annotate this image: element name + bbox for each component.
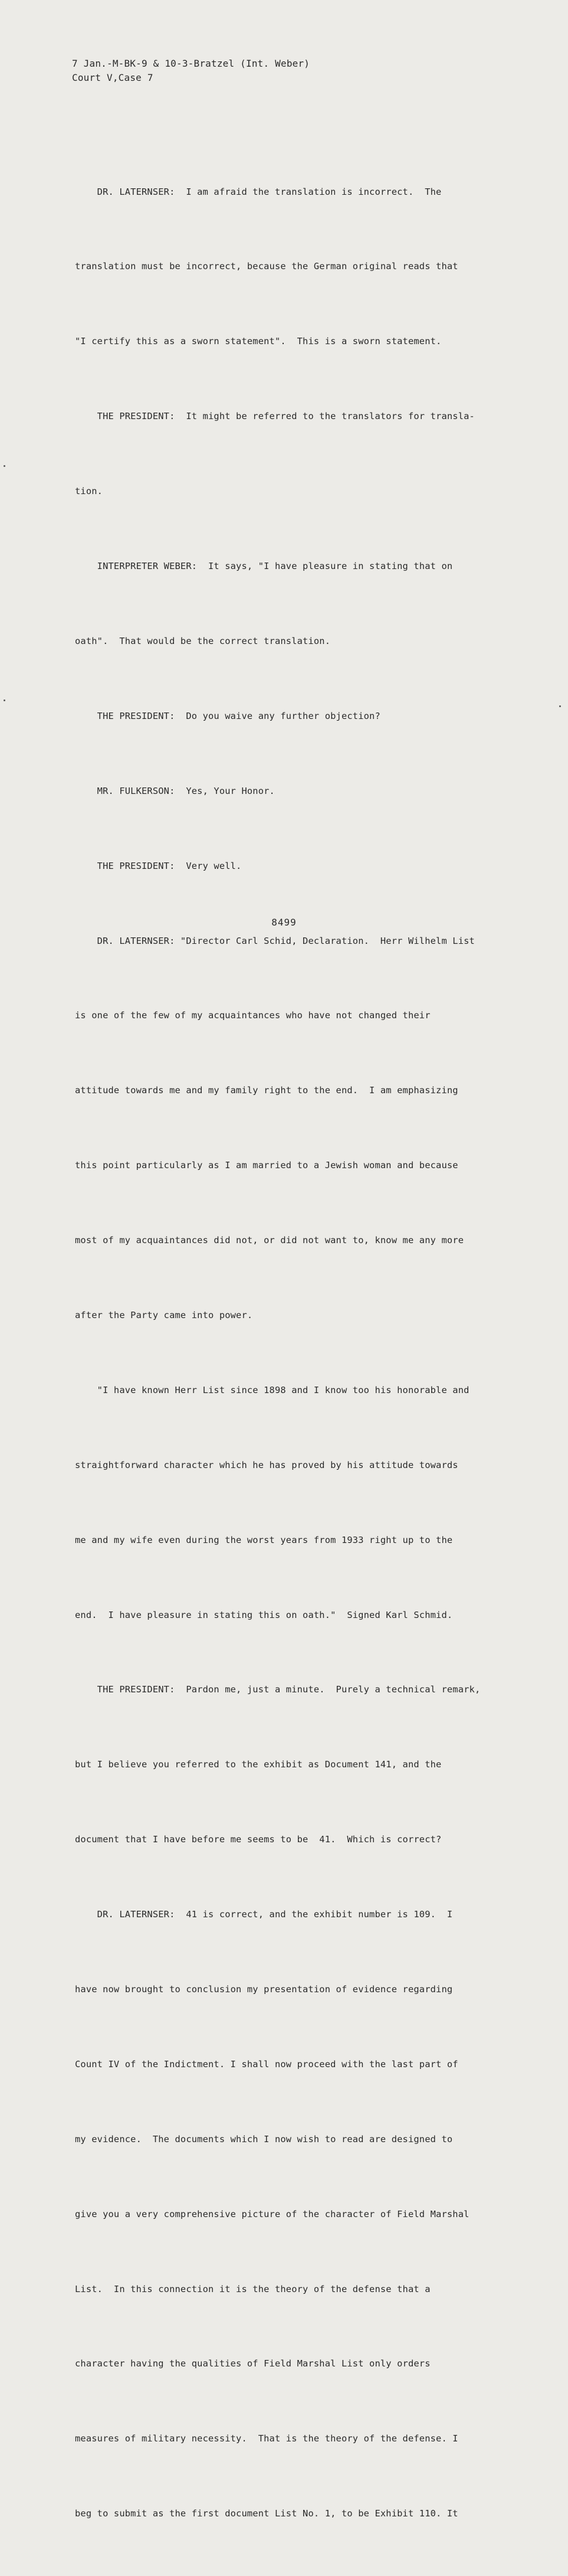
transcript-line: document that I have before me seems to be 41. Which is correct? (75, 1834, 442, 1845)
transcript-line: attitude towards me and my family right to the end. I am emphasizing (75, 1085, 458, 1096)
transcript-line: my evidence. The documents which I now wish to read are designed to (75, 2133, 453, 2145)
transcript-line: this point particularly as I am married to a Jewish woman and because (75, 1160, 458, 1171)
transcript-line: DR. LATERNSER: 41 is correct, and the exhibit number is 109. I (75, 1909, 453, 1920)
margin-mark (4, 699, 5, 701)
transcript-line: "I have known Herr List since 1898 and I know too his honorable and (75, 1384, 469, 1395)
transcript-line: straightforward character which he has proved by his attitude towards (75, 1459, 458, 1470)
transcript-line: List. In this connection it is the theory of the defense that a (75, 2283, 431, 2294)
transcript-line: INTERPRETER WEBER: It says, "I have pleasure in stating that on (75, 561, 453, 572)
transcript-line: end. I have pleasure in stating this on oath." Signed Karl Schmid. (75, 1609, 453, 1620)
transcript-line: MR. FULKERSON: Yes, Your Honor. (75, 785, 275, 796)
transcript-line: Count IV of the Indictment. I shall now proceed with the last part of (75, 2058, 458, 2070)
margin-mark (559, 705, 561, 707)
transcript-line: THE PRESIDENT: Do you waive any further objection? (75, 710, 380, 721)
transcript-line: DR. LATERNSER: "Director Carl Schid, Declaration. Herr Wilhelm List (75, 935, 475, 946)
header-line-2: Court V,Case 7 (72, 72, 153, 83)
transcript-line: THE PRESIDENT: Very well. (75, 860, 242, 871)
transcript-line: tion. (75, 486, 103, 497)
transcript-line: THE PRESIDENT: Pardon me, just a minute. Purely a technical remark, (75, 1684, 481, 1695)
page-number: 8499 (271, 917, 297, 928)
transcript-line: character having the qualities of Field Marshal List only orders (75, 2358, 431, 2369)
transcript-line: translation must be incorrect, because the German original reads that (75, 261, 458, 272)
transcript-line: "I certify this as a sworn statement". This is a sworn statement. (75, 336, 442, 347)
transcript-line: is one of the few of my acquaintances who have not changed their (75, 1010, 431, 1021)
transcript-line: give you a very comprehensive picture of the character of Field Marshal (75, 2208, 469, 2219)
transcript-line: but I believe you referred to the exhibit as Document 141, and the (75, 1759, 442, 1770)
transcript-line: after the Party came into power. (75, 1309, 253, 1320)
transcript-line: measures of military necessity. That is the theory of the defense. I (75, 2433, 458, 2444)
header-line-1: 7 Jan.-M-BK-9 & 10-3-Bratzel (Int. Weber) (72, 58, 310, 69)
transcript-line: DR. LATERNSER: I am afraid the translation is incorrect. The (75, 186, 442, 197)
transcript-line: have now brought to conclusion my presentation of evidence regarding (75, 1983, 453, 1995)
transcript-body (75, 129, 511, 2576)
transcript-line: THE PRESIDENT: It might be referred to the translators for transla- (75, 411, 475, 422)
transcript-line: oath". That would be the correct translation. (75, 635, 331, 646)
transcript-line: most of my acquaintances did not, or did not want to, know me any more (75, 1235, 464, 1246)
document-header (72, 57, 310, 85)
transcript-line: beg to submit as the first document List No. 1, to be Exhibit 110. It (75, 2508, 458, 2519)
margin-mark (4, 465, 5, 467)
transcript-line: me and my wife even during the worst years from 1933 right up to the (75, 1534, 453, 1545)
